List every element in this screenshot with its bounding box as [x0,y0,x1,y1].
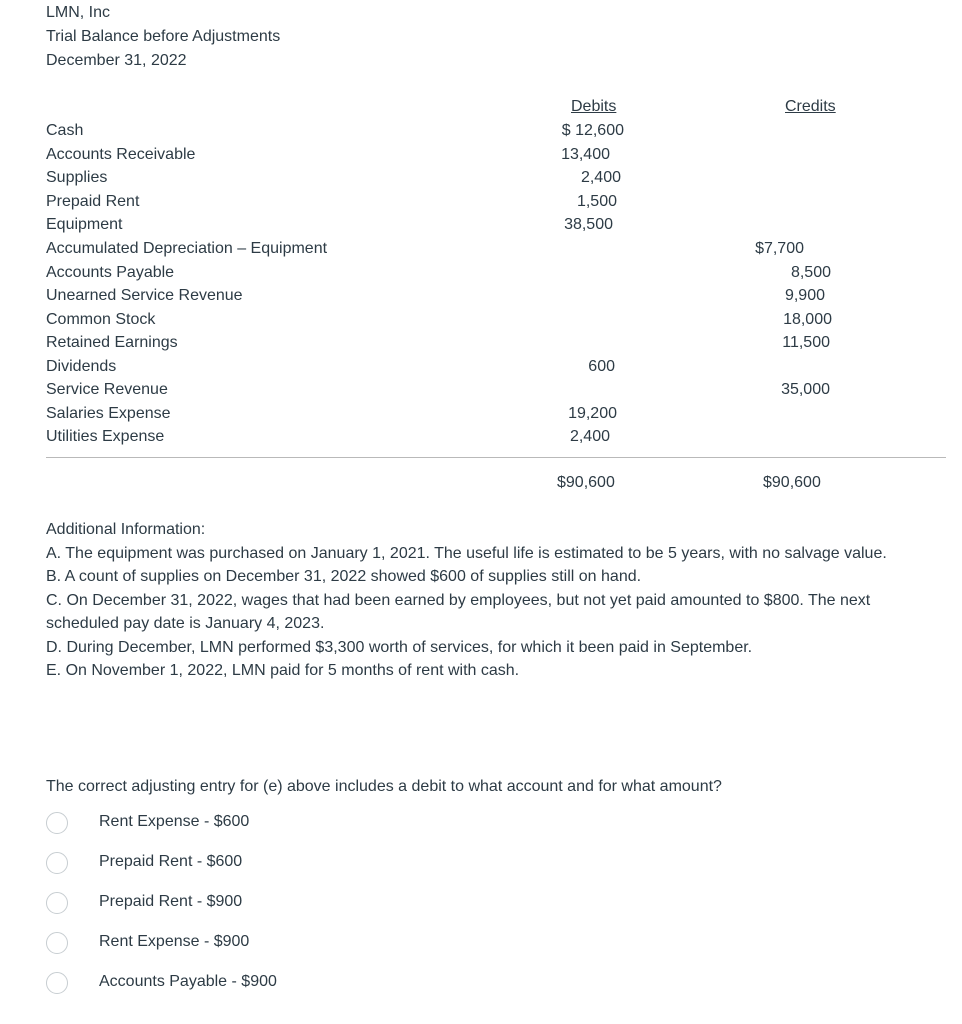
credit-amount: 8,500 [790,264,831,281]
account-name: Retained Earnings [46,334,178,351]
credit-amount: 35,000 [781,381,830,398]
answer-option[interactable] [46,931,250,955]
debit-amount: 1,500 [576,193,617,210]
radio-button[interactable] [46,932,68,954]
radio-button[interactable] [46,852,68,874]
info-item-c: C. On December 31, 2022, wages that had been earned by employees, but not yet paid amounted to $800. The next scheduled pay date is January 4, 2023. [46,591,871,632]
report-date: December 31, 2022 [46,52,187,69]
debit-amount: 19,200 [568,405,617,422]
account-name: Dividends [46,358,117,375]
account-name: Common Stock [46,311,156,328]
account-name: Prepaid Rent [46,193,140,210]
account-name: Supplies [46,169,108,186]
option-label[interactable]: Prepaid Rent - $900 [99,893,243,910]
info-item-b: B. A count of supplies on December 31, 2022 showed $600 of supplies still on hand. [46,568,642,585]
total-debits: $90,600 [557,474,615,491]
option-label[interactable]: Rent Expense - $900 [99,933,250,950]
account-name: Equipment [46,216,123,233]
answer-option[interactable] [46,891,243,915]
account-name: Salaries Expense [46,405,171,422]
debit-amount: 600 [588,358,615,375]
company-name: LMN, Inc [46,4,111,21]
info-item-a: A. The equipment was purchased on January 1, 2021. The useful life is estimated to be 5 years, with no salvage value. [46,544,887,562]
additional-information [46,518,936,683]
account-name: Unearned Service Revenue [46,287,243,304]
radio-button[interactable] [46,812,68,834]
account-name: Cash [46,122,84,139]
radio-button[interactable] [46,972,68,994]
debit-amount: 13,400 [561,146,610,163]
additional-info-heading: Additional Information: [46,521,206,538]
credit-amount: $7,700 [755,240,804,257]
account-name: Accounts Payable [46,264,175,281]
radio-button[interactable] [46,892,68,914]
credits-column-header: Credits [785,98,836,115]
answer-option[interactable] [46,971,277,995]
account-name: Service Revenue [46,381,168,398]
credit-amount: 18,000 [783,311,832,328]
report-title: Trial Balance before Adjustments [46,28,281,45]
option-label[interactable]: Rent Expense - $600 [99,813,250,830]
question-prompt: The correct adjusting entry for (e) above includes a debit to what account and for what amount? [46,778,722,795]
option-label[interactable]: Accounts Payable - $900 [99,973,277,990]
answer-option[interactable] [46,811,250,835]
total-credits: $90,600 [763,474,821,491]
option-label[interactable]: Prepaid Rent - $600 [99,853,243,870]
debit-amount: 2,400 [580,169,621,186]
info-item-d: D. During December, LMN performed $3,300 worth of services, for which it been paid in September. [46,638,753,656]
credit-amount: 11,500 [782,334,830,351]
credit-amount: 9,900 [784,287,825,304]
totals-divider [46,457,946,458]
debit-amount: $ 12,600 [561,122,624,139]
debits-column-header: Debits [571,98,617,115]
answer-option[interactable] [46,851,243,875]
account-name: Accounts Receivable [46,146,196,163]
account-name: Accumulated Depreciation – Equipment [46,240,328,257]
debit-amount: 2,400 [569,428,610,445]
account-name: Utilities Expense [46,428,165,445]
info-item-e: E. On November 1, 2022, LMN paid for 5 months of rent with cash. [46,662,520,679]
debit-amount: 38,500 [564,216,613,233]
